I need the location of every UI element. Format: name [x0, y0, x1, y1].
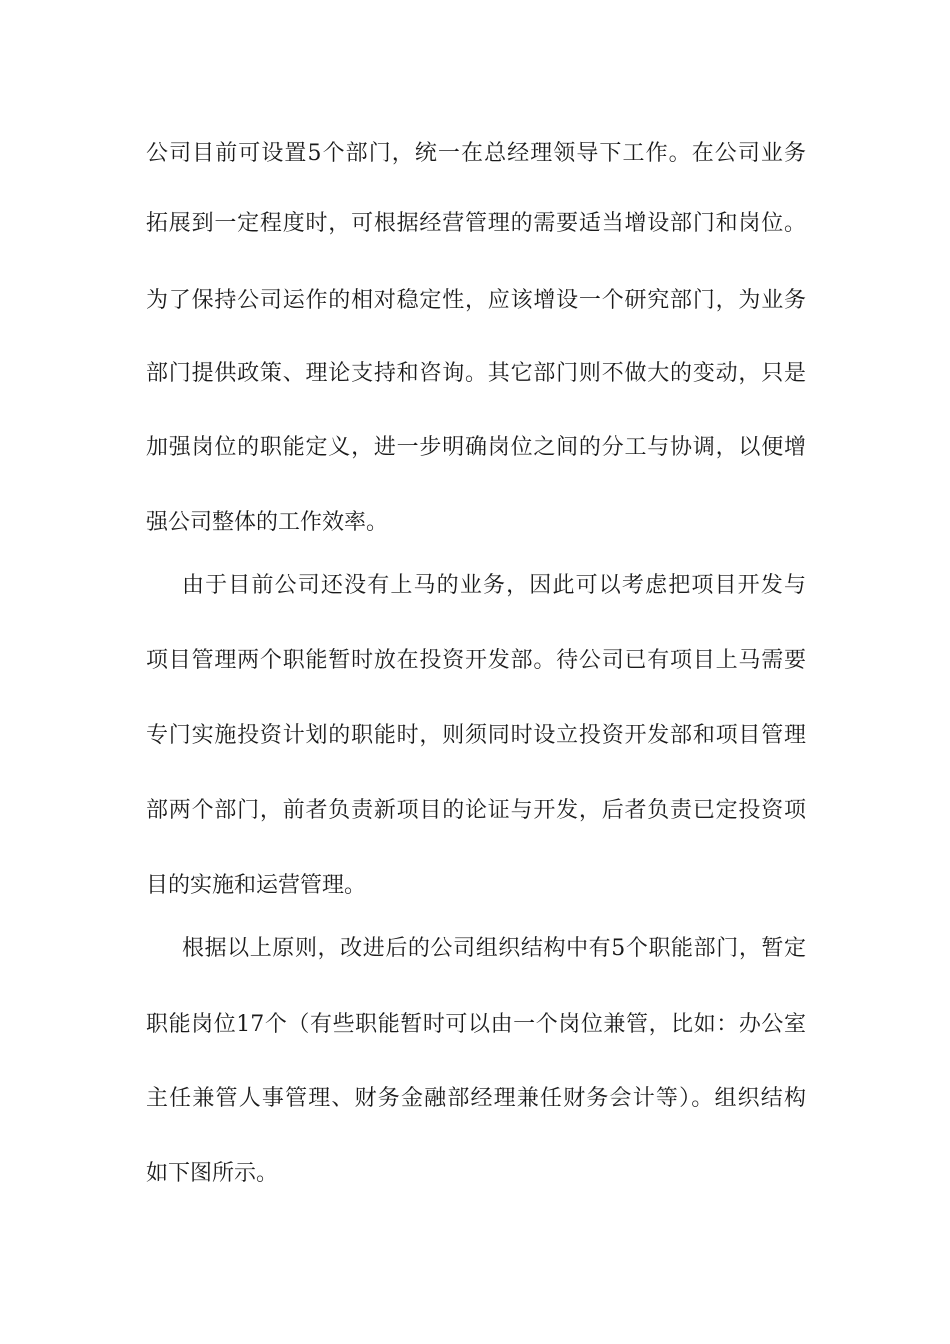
paragraph-1-line-2: 拓展到一定程度时，可根据经营管理的需要适当增设部门和岗位。: [146, 211, 806, 236]
paragraph-3-line-4: 如下图所示。: [146, 1161, 279, 1186]
paragraph-2-line-1: 由于目前公司还没有上马的业务，因此可以考虑把项目开发与: [182, 573, 806, 598]
paragraph-1-line-5: 加强岗位的职能定义，进一步明确岗位之间的分工与协调，以便增: [146, 435, 806, 460]
paragraph-2-line-3: 专门实施投资计划的职能时，则须同时设立投资开发部和项目管理: [146, 723, 806, 748]
paragraph-1-line-4: 部门提供政策、理论支持和咨询。其它部门则不做大的变动，只是: [146, 361, 806, 386]
paragraph-2-line-2: 项目管理两个职能暂时放在投资开发部。待公司已有项目上马需要: [146, 648, 806, 673]
paragraph-1-line-3: 为了保持公司运作的相对稳定性，应该增设一个研究部门，为业务: [146, 288, 806, 313]
paragraph-1-line-1: 公司目前可设置5个部门，统一在总经理领导下工作。在公司业务: [146, 141, 806, 166]
paragraph-1-line-6: 强公司整体的工作效率。: [146, 510, 389, 535]
paragraph-3-line-2: 职能岗位17个（有些职能暂时可以由一个岗位兼管，比如：办公室: [146, 1012, 806, 1037]
paragraph-2-line-5: 目的实施和运营管理。: [146, 873, 367, 898]
paragraph-3-line-3: 主任兼管人事管理、财务金融部经理兼任财务会计等）。组织结构: [146, 1086, 806, 1111]
paragraph-2-line-4: 部两个部门，前者负责新项目的论证与开发，后者负责已定投资项: [146, 798, 806, 823]
paragraph-3-line-1: 根据以上原则，改进后的公司组织结构中有5个职能部门，暂定: [182, 936, 806, 961]
